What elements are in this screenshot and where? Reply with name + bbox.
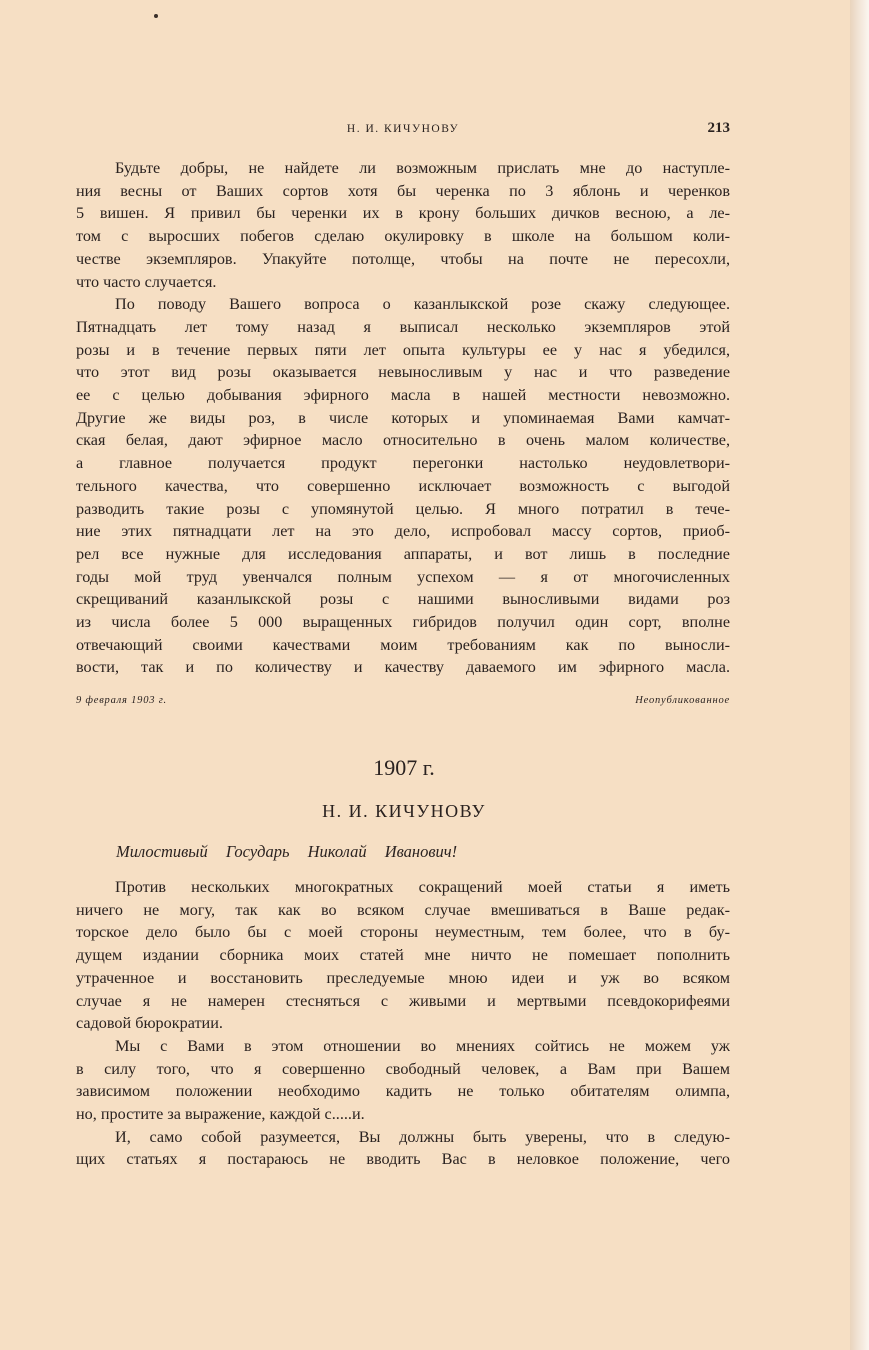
text-line: случае я не намерен стесняться с живыми и мертвыми псевдокорифеями [76,991,730,1010]
text-line: разводить такие розы с упомянутой целью. Я много потратил в тече- [76,499,730,518]
text-line: ния весны от Ваших сортов хотя бы черенка по 3 яблонь и черенков [76,181,730,200]
publication-note: Неопубликованное [635,695,730,706]
text-line: но, простите за выражение, каждой с.....и. [76,1105,365,1124]
text-line: По поводу Вашего вопроса о казанлыкской розе скажу следующее. [115,295,730,314]
text-line: а главное получается продукт перегонки настолько неудовлетвори- [76,454,730,473]
text-line: что этот вид розы оказывается невыносливым у нас и что разведение [76,363,730,382]
text-line: отвечающий своими качествами моим требованиям как по выносли- [76,635,730,654]
text-line: ее с целью добывания эфирного масла в нашей местности невозможно. [76,386,730,405]
text-line: торское дело было бы с моей стороны неуместным, тем более, что в бу- [76,923,730,942]
page-header [76,120,730,140]
text-line: ние этих пятнадцати лет на это дело, испробовал массу сортов, приоб- [76,522,730,541]
letter-date: 9 февраля 1903 г. [76,695,167,706]
text-line: утраченное и восстановить преследуемые мною идеи и уж во всяком [76,968,730,987]
section-year: 1907 г. [373,755,435,780]
text-line: в силу того, что я совершенно свободный человек, а Вам при Вашем [76,1059,730,1078]
text-line: Другие же виды роз, в числе которых и упоминаемая Вами камчат- [76,408,730,427]
text-line: розы и в течение первых пяти лет опыта культуры ее у нас я убедился, [76,340,730,359]
text-line: Будьте добры, не найдете ли возможным прислать мне до наступле- [115,159,730,177]
ink-speck [154,14,158,18]
text-line: ская белая, дают эфирное масло относительно в очень малом количестве, [76,431,730,450]
text-line: рел все нужные для исследования аппараты, и вот лишь в последние [76,544,730,563]
text-line: тельного качества, что совершенно исключает возможность с выгодой [76,476,730,495]
page-number: 213 [707,120,730,136]
page-edge [850,0,869,1350]
text-line: щих статьях я постараюсь не вводить Вас в неловкое положение, чего [76,1150,730,1169]
text-line: 5 вишен. Я привил бы черенки их в крону больших дичков весною, а ле- [76,204,730,223]
text-line: годы мой труд увенчался полным успехом — я от многочисленных [76,567,730,586]
text-line: Мы с Вами в этом отношении во мнениях сойтись не можем уж [115,1036,730,1055]
running-title: Н. И. КИЧУНОВУ [346,123,460,135]
text-line: честве экземпляров. Упакуйте потолще, чтобы на почте не пересохли, [76,249,730,268]
letter-1-footer [76,695,730,706]
text-line: вости, так и по количеству и качеству даваемого им эфирного масла. [76,658,730,677]
text-line: что часто случается. [76,272,217,291]
text-line: том с выросших побегов сделаю окулировку в школе на большом коли- [76,227,730,246]
text-line: скрещиваний казанлыкской розы с нашими выносливыми видами роз [76,590,730,609]
text-line: Против нескольких многократных сокращений моей статьи я иметь [115,878,730,896]
text-line: И, само собой разумеется, Вы должны быть уверены, что в следую- [115,1127,730,1146]
text-line: дущем издании сборника моих статей мне ничто не помешает пополнить [76,946,730,965]
letter-salutation: Милостивый Государь Николай Иванович! [116,842,458,861]
text-line: ничего не могу, так как во всяком случае вмешиваться в Ваше редак- [76,900,730,919]
letter-1-body [76,157,730,679]
text-line: Пятнадцать лет тому назад я выписал несколько экземпляров этой [76,317,730,336]
text-line: садовой бюрократии. [76,1014,223,1033]
letter-addressee: Н. И. КИЧУНОВУ [322,801,486,821]
text-line: из числа более 5 000 выращенных гибридов получил один сорт, вполне [76,613,730,632]
letter-2-body [76,876,730,1171]
text-line: зависимом положении необходимо кадить не только обитателям олимпа, [76,1082,730,1101]
